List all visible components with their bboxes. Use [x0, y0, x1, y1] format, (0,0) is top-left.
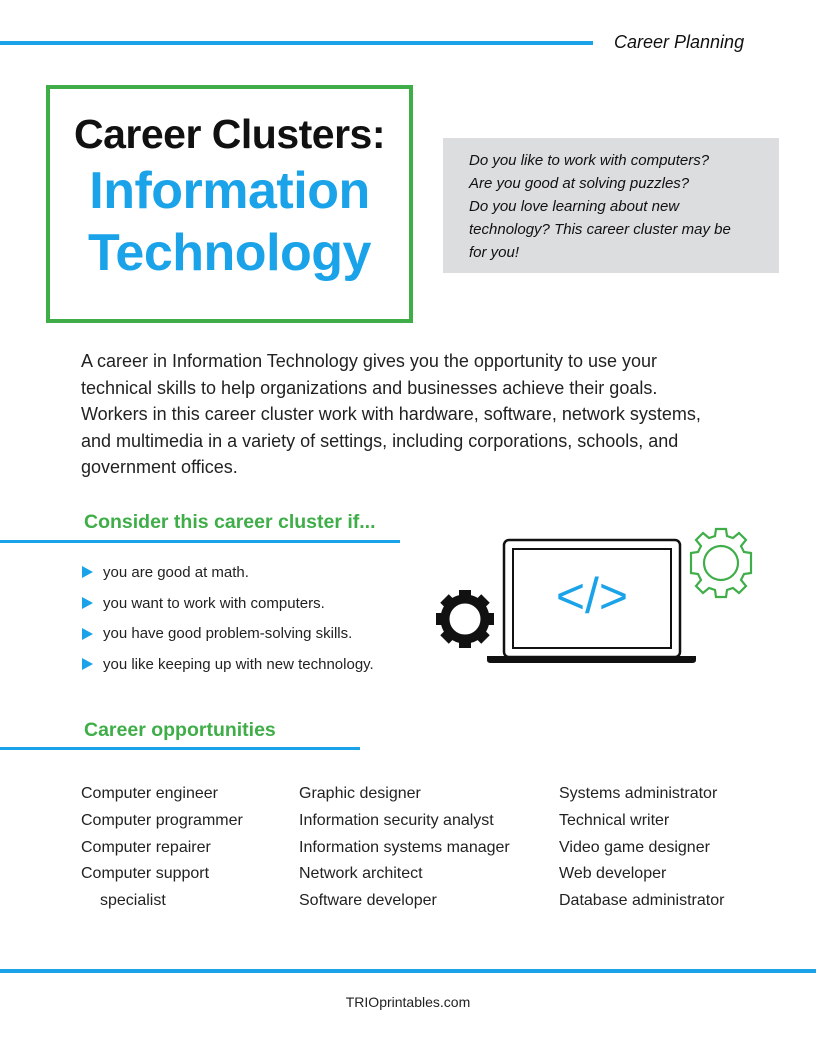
career-item: Database administrator [559, 892, 725, 910]
callout-box [443, 138, 779, 273]
careers-heading: Career opportunities [84, 719, 276, 741]
header-rule [0, 41, 593, 45]
bullet-arrow-icon [82, 566, 93, 578]
careers-column-1 [81, 781, 243, 915]
consider-rule [0, 540, 400, 543]
careers-column-3 [559, 781, 724, 915]
title-line-3: Technology [88, 224, 371, 282]
title-line-1: Career Clusters: [73, 111, 386, 157]
list-item-text: you want to work with computers. [103, 594, 325, 612]
career-item: specialist [100, 892, 166, 910]
career-item: Software developer [299, 892, 437, 910]
header-label: Career Planning [614, 32, 745, 52]
career-item: Graphic designer [299, 785, 421, 802]
intro-line: Workers in this career cluster work with hardware, software, network systems, [81, 404, 701, 424]
intro-line: and multimedia in a variety of settings, including corporations, schools, and [81, 430, 679, 451]
intro-paragraph [81, 348, 741, 481]
list-item-text: you like keeping up with new technology. [103, 655, 374, 673]
callout-line: Do you love learning about new [469, 198, 680, 215]
career-item: Systems administrator [559, 785, 718, 802]
list-item-text: you are good at math. [103, 563, 249, 581]
intro-line: government offices. [81, 457, 238, 477]
careers-rule [0, 747, 360, 750]
career-item: Video game designer [559, 838, 710, 856]
callout-line: Do you like to work with computers? [469, 152, 710, 169]
career-item: Computer engineer [81, 785, 218, 802]
bullet-arrow-icon [82, 628, 93, 640]
list-item [82, 618, 374, 649]
title-line-2: Information [89, 162, 370, 220]
career-item: Information security analyst [299, 811, 494, 829]
consider-heading: Consider this career cluster if... [84, 511, 376, 533]
footer-url: TRIOprintables.com [345, 994, 471, 1010]
callout-line: technology? This career cluster may be [469, 221, 731, 238]
laptop-illustration [430, 520, 770, 670]
intro-line: A career in Information Technology gives you the opportunity to use your [81, 351, 658, 371]
bullet-arrow-icon [82, 597, 93, 609]
career-item: Information systems manager [299, 838, 510, 856]
gear-icon [436, 590, 494, 648]
career-item: Web developer [559, 865, 667, 883]
footer-rule [0, 969, 816, 973]
career-item: Computer repairer [81, 838, 211, 856]
title-box [46, 85, 413, 323]
career-item: Computer support [81, 865, 210, 883]
consider-list [82, 557, 374, 680]
career-item: Technical writer [559, 811, 670, 829]
gear-icon [691, 529, 751, 597]
career-item: Network architect [299, 865, 423, 883]
callout-line: for you! [469, 244, 520, 261]
list-item [82, 649, 374, 680]
list-item-text: you have good problem-solving skills. [103, 625, 353, 643]
intro-line: technical skills to help organizations and businesses achieve their goals. [81, 377, 658, 398]
code-symbol: </> [555, 568, 629, 624]
list-item [82, 588, 374, 619]
list-item [82, 557, 374, 588]
career-item: Computer programmer [81, 811, 243, 829]
bullet-arrow-icon [82, 658, 93, 670]
callout-line: Are you good at solving puzzles? [469, 175, 690, 192]
careers-column-2 [299, 781, 510, 915]
